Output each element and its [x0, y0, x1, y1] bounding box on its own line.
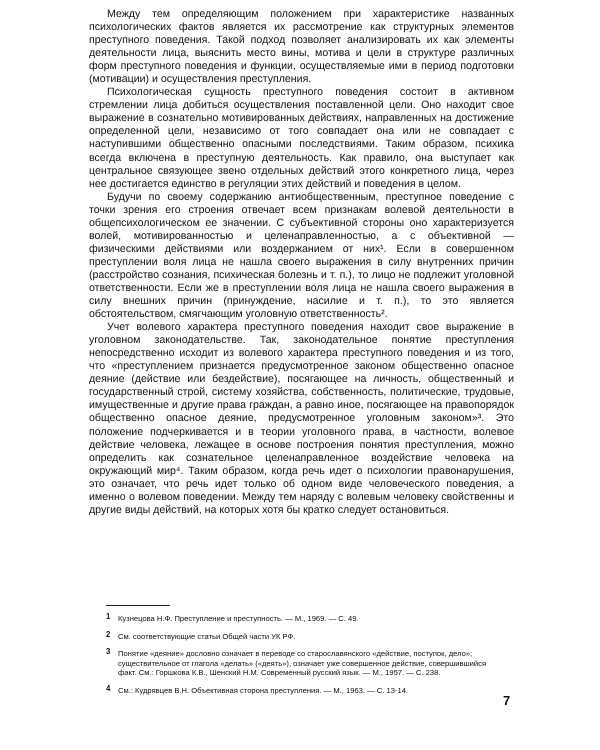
footnote-2	[106, 629, 502, 642]
footnote-3	[106, 649, 502, 678]
footnote-text: Кузнецова Н.Ф. Преступление и преступность. — М., 1969. — С. 49.	[118, 614, 359, 623]
footnote-1	[106, 614, 502, 624]
footnote-number: 2	[106, 629, 111, 639]
footnote-number: 1	[106, 612, 111, 621]
paragraph-2: Психологическая сущность преступного поведения состоит в активном стремлении лица добиться осуществления поставленной цели. Оно находит свое выражение в сознательно мотивированных действиях, направленных на достижение определенной цели, независимо от того совпадает она или не совпадает с наступившими общественно опасными последствиями. Таким образом, психика всегда включена в преступную деятельность. Как правило, она выступает как центральное связующее звено отдельных действий этого конкретного лица, через нее достигается единство в регуляции этих действий и поведения в целом.	[89, 86, 514, 190]
paragraph-4: Учет волевого характера преступного поведения находит свое выражение в уголовном законодательстве. Так, законодательное понятие преступления непосредственно исходит из волевого характера преступного поведения и из того, что «преступлением признается предусмотренное законом общественно опасное деяние (действие или бездействие), посягающее на личность, общественный и государственный строй, систему хозяйства, собственность, политические, трудовые, имущественные и другие права граждан, а равно иное, посягающее на правопорядок общественно опасное деяние, предусмотренное уголовным законом»³. Это положение подчеркивается и в теории уголовного права, в частности, волевое действие человека, лежащее в основе построения понятия преступления, можно определить как сознательное целенаправленное воздействие человека на окружающий мир⁴. Таким образом, когда речь идет о психологии правонарушения, это означает, что речь идет только об одном виде человеческого поведения, а именно о волевом поведении. Между тем наряду с волевым человеку свойственны и другие виды действий, на которых хотя бы кратко следует остановиться.	[89, 321, 514, 516]
paragraph-1: Между тем определяющим положением при характеристике названных психологических фактов является их рассмотрение как структурных элементов преступного поведения. Такой подход позволяет анализировать их как элементы деятельности лица, выяснить место вины, мотива и цели в структуре различных форм преступного поведения и функции, осуществляемые ими в период подготовки (мотивации) и осуществления преступления.	[89, 8, 514, 86]
footnote-text: Понятие «деяние» дословно означает в переводе со старославянского «действие, поступок, дело»; существительное от глагола «делать» («деять»), означает уже совершенное действие, совершившийся факт. См.: Горшкова К.В., Шенский Н.М. Современный русский язык. — М., 1957. — С. 238.	[118, 649, 487, 678]
page-number: 7	[503, 693, 511, 708]
paragraph-3: Будучи по своему содержанию антиобщественным, преступное поведение с точки зрения его строения отвечает всем признакам волевой деятельности в общепсихологическом ее значении. С субъективной стороны оно характеризуется волей, мотивированностью и целенаправленностью, а с объективной — физическими действиями или воздержанием от них¹. Если в совершенном преступлении воля лица не нашла своего выражения в силу внутренних причин (расстройство сознания, психическая болезнь и т. п.), то лицо не подлежит уголовной ответственности. Если же в преступлении воля лица не нашла своего выражения в силу внешних причин (принуждение, насилие и т. п.), то это является обстоятельством, смягчающим уголовную ответственность².	[89, 190, 514, 321]
footnote-4	[106, 683, 502, 696]
footnotes	[106, 614, 502, 704]
footnote-number: 3	[106, 647, 111, 657]
footnote-number: 4	[106, 683, 111, 693]
main-text	[89, 8, 514, 517]
footnote-text: См. соответствующие статьи Общей части УК РФ.	[118, 631, 296, 641]
footnote-divider	[106, 605, 170, 606]
footnote-text: См.: Кудрявцев В.Н. Объективная сторона преступления. — М., 1963. — С. 13-14.	[118, 685, 409, 695]
